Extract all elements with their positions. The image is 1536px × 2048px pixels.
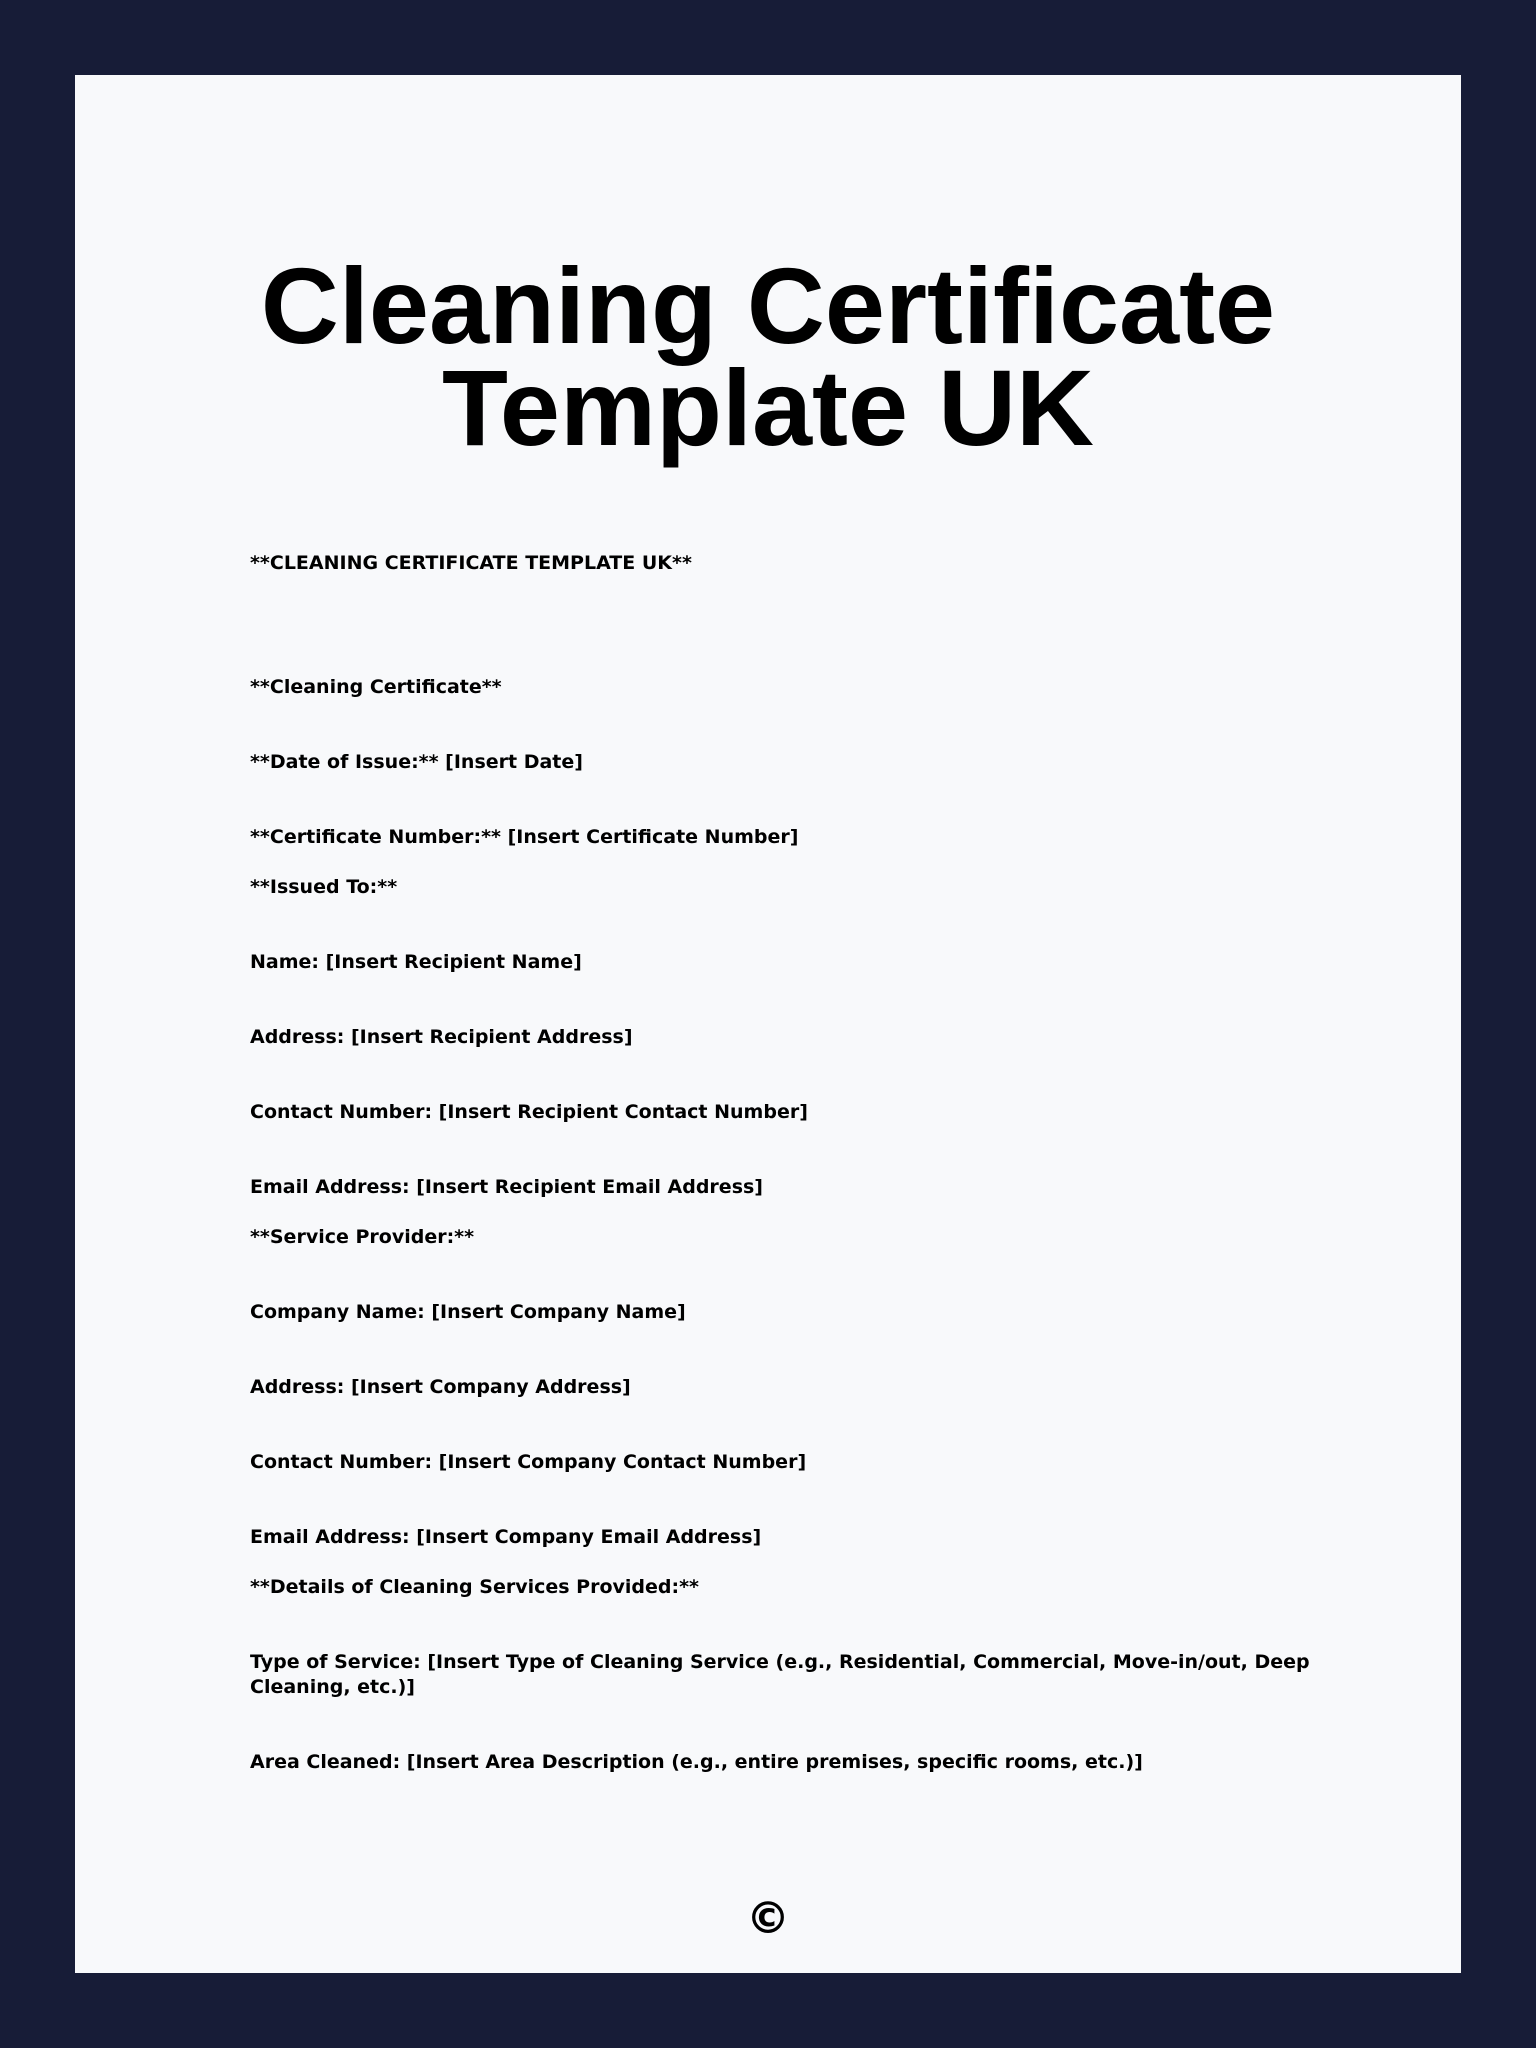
document-title-line-1: Cleaning Certificate	[260, 245, 1276, 366]
copyright-icon: ©	[746, 1893, 790, 1944]
certificate-number-field: **Certificate Number:** [Insert Certificate Number]	[250, 826, 799, 848]
company-email-field: Email Address: [Insert Company Email Address]	[250, 1526, 762, 1548]
certificate-heading: **Cleaning Certificate**	[250, 676, 502, 698]
company-name-field: Company Name: [Insert Company Name]	[250, 1301, 686, 1323]
recipient-address-field: Address: [Insert Recipient Address]	[250, 1026, 633, 1048]
document-title	[75, 245, 1461, 468]
service-provider-heading: **Service Provider:**	[250, 1226, 475, 1248]
type-of-service-field: Type of Service: [Insert Type of Cleaning Service (e.g., Residential, Commercial, Move-in/out, Deep Cleaning, etc.)]	[250, 1651, 1310, 1698]
area-cleaned-field: Area Cleaned: [Insert Area Description (e.g., entire premises, specific rooms, etc.)]	[250, 1751, 1143, 1773]
document-page	[75, 75, 1461, 1973]
company-contact-number-field: Contact Number: [Insert Company Contact Number]	[250, 1451, 807, 1473]
template-heading: **CLEANING CERTIFICATE TEMPLATE UK**	[250, 552, 692, 574]
company-address-field: Address: [Insert Company Address]	[250, 1376, 631, 1398]
recipient-contact-number-field: Contact Number: [Insert Recipient Contact Number]	[250, 1101, 808, 1123]
recipient-email-field: Email Address: [Insert Recipient Email Address]	[250, 1176, 763, 1198]
recipient-name-field: Name: [Insert Recipient Name]	[250, 951, 582, 973]
document-title-line-2: Template UK	[441, 347, 1095, 468]
service-details-heading: **Details of Cleaning Services Provided:**	[250, 1576, 699, 1598]
issued-to-heading: **Issued To:**	[250, 876, 398, 898]
date-of-issue-field: **Date of Issue:** [Insert Date]	[250, 751, 583, 773]
